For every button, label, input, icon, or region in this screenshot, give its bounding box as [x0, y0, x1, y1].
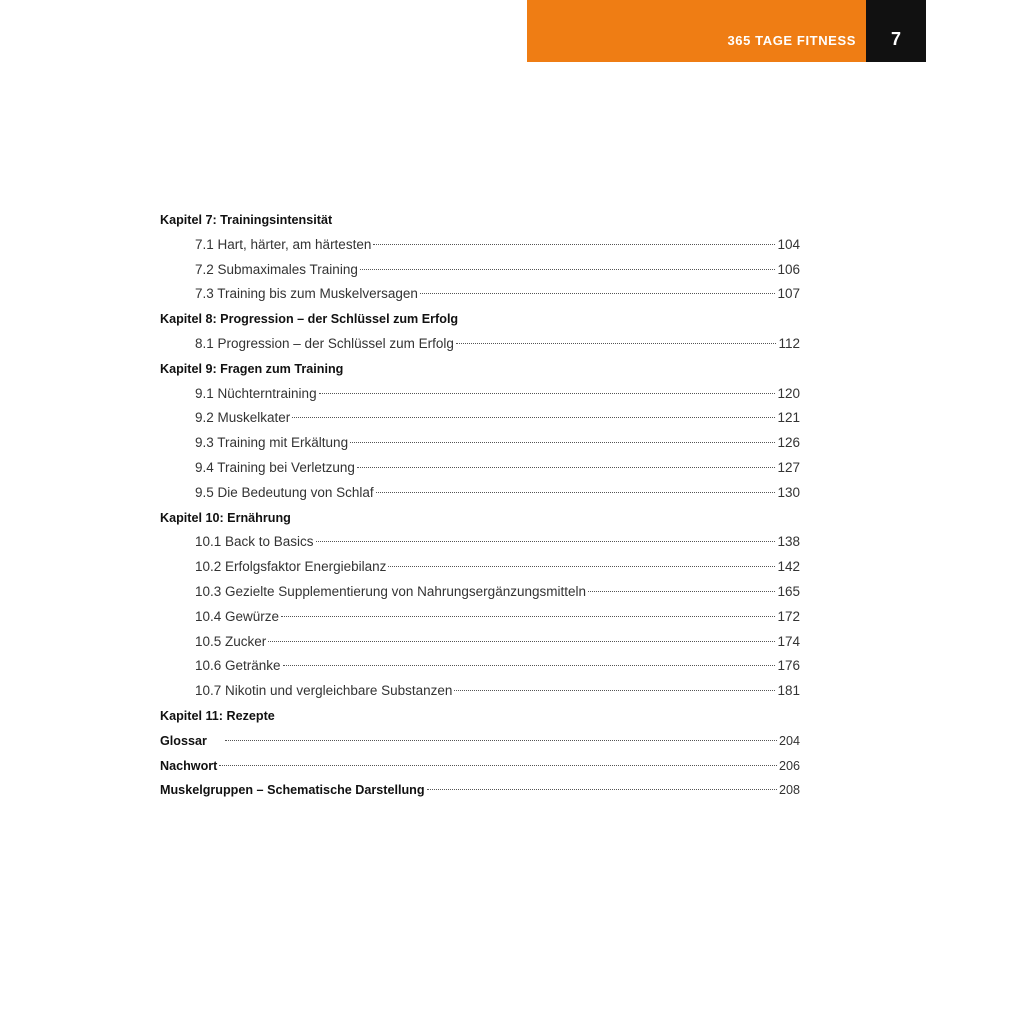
toc-entry[interactable]	[160, 233, 800, 258]
dot-leader	[319, 393, 776, 394]
toc-page-number: 127	[777, 459, 800, 475]
toc-page-number: 120	[777, 385, 800, 401]
toc-entry-glossar[interactable]	[160, 729, 800, 754]
toc-page-number: 112	[778, 335, 800, 351]
toc-page-number: 126	[777, 435, 800, 451]
toc-page-number: 165	[777, 583, 800, 599]
toc-entry[interactable]	[160, 332, 800, 357]
dot-leader	[360, 269, 776, 270]
dot-leader	[283, 665, 776, 666]
toc-page-number: 174	[777, 633, 800, 649]
toc-chapter[interactable]	[160, 506, 800, 531]
dot-leader	[281, 616, 775, 617]
table-of-contents	[160, 208, 800, 803]
toc-entry-label: 7.2 Submaximales Training	[195, 261, 358, 277]
toc-page-number: 142	[777, 559, 800, 575]
toc-entry[interactable]	[160, 406, 800, 431]
toc-entry-label: 8.1 Progression – der Schlüssel zum Erfolg	[195, 335, 454, 351]
toc-entry-label: 9.1 Nüchterntraining	[195, 385, 317, 401]
toc-entry[interactable]	[160, 382, 800, 407]
toc-page-number: 130	[777, 484, 800, 500]
toc-entry-label: 10.3 Gezielte Supplementierung von Nahrungsergänzungsmitteln	[195, 583, 586, 599]
toc-entry-label: 10.2 Erfolgsfaktor Energiebilanz	[195, 559, 387, 575]
toc-entry-label: Glossar	[160, 733, 207, 748]
toc-entry-label: Kapitel 9: Fragen zum Training	[160, 361, 344, 376]
toc-entry[interactable]	[160, 679, 800, 704]
toc-page-number: 208	[778, 783, 800, 798]
toc-chapter[interactable]	[160, 357, 800, 382]
dot-leader	[454, 690, 775, 691]
toc-entry[interactable]	[160, 258, 800, 283]
toc-entry-muskelgruppen[interactable]	[160, 778, 800, 803]
toc-entry-label: Muskelgruppen – Schematische Darstellung	[160, 783, 425, 798]
toc-page-number: 176	[777, 658, 800, 674]
dot-leader	[225, 740, 777, 741]
toc-page-number: 172	[777, 608, 800, 624]
dot-leader	[292, 417, 775, 418]
dot-leader	[420, 293, 776, 294]
toc-entry-label: Kapitel 11: Rezepte	[160, 708, 275, 723]
header-bar	[527, 0, 866, 62]
toc-entry-label: 10.1 Back to Basics	[195, 534, 314, 550]
dot-leader	[268, 641, 775, 642]
toc-chapter[interactable]	[160, 704, 800, 729]
dot-leader	[357, 467, 776, 468]
toc-chapter[interactable]	[160, 307, 800, 332]
toc-entry-nachwort[interactable]	[160, 754, 800, 779]
toc-entry-label: 9.2 Muskelkater	[195, 410, 291, 426]
dot-leader	[350, 442, 775, 443]
toc-entry[interactable]	[160, 580, 800, 605]
toc-page-number: 206	[778, 758, 800, 773]
toc-entry[interactable]	[160, 431, 800, 456]
toc-entry-label: Kapitel 7: Trainingsintensität	[160, 213, 333, 227]
toc-entry-label: 9.4 Training bei Verletzung	[195, 459, 355, 475]
toc-page-number: 121	[777, 410, 800, 426]
toc-entry[interactable]	[160, 555, 800, 580]
page-number-box	[866, 0, 926, 62]
toc-page-number: 106	[777, 261, 800, 277]
dot-leader	[456, 343, 777, 344]
toc-entry[interactable]	[160, 282, 800, 307]
toc-entry[interactable]	[160, 456, 800, 481]
toc-entry[interactable]	[160, 530, 800, 555]
dot-leader	[373, 244, 775, 245]
toc-entry-label: 7.3 Training bis zum Muskelversagen	[195, 286, 418, 302]
toc-page-number: 204	[778, 733, 800, 748]
toc-entry[interactable]	[160, 481, 800, 506]
book-title: 365 TAGE FITNESS	[727, 33, 856, 48]
toc-entry-label: 10.5 Zucker	[195, 633, 267, 649]
dot-leader	[427, 789, 777, 790]
page-number: 7	[890, 29, 901, 49]
toc-entry-label: Nachwort	[160, 758, 218, 773]
dot-leader	[588, 591, 775, 592]
toc-chapter[interactable]	[160, 208, 800, 233]
toc-page-number: 138	[777, 534, 800, 550]
dot-leader	[376, 492, 776, 493]
toc-page-number: 107	[777, 286, 800, 302]
toc-entry-label: 10.6 Getränke	[195, 658, 281, 674]
toc-entry[interactable]	[160, 630, 800, 655]
dot-leader	[219, 765, 777, 766]
toc-entry-label: 9.3 Training mit Erkältung	[195, 435, 349, 451]
dot-leader	[388, 566, 775, 567]
toc-entry-label: Kapitel 8: Progression – der Schlüssel zum Erfolg	[160, 312, 459, 327]
toc-entry-label: 10.4 Gewürze	[195, 608, 280, 624]
dot-leader	[316, 541, 776, 542]
toc-entry[interactable]	[160, 605, 800, 630]
toc-entry-label: 9.5 Die Bedeutung von Schlaf	[195, 484, 374, 500]
toc-entry[interactable]	[160, 654, 800, 679]
toc-entry-label: Kapitel 10: Ernährung	[160, 510, 291, 525]
toc-entry-label: 7.1 Hart, härter, am härtesten	[195, 236, 372, 252]
toc-entry-label: 10.7 Nikotin und vergleichbare Substanzen	[195, 683, 453, 699]
toc-page-number: 181	[777, 683, 800, 699]
toc-page-number: 104	[777, 236, 800, 252]
